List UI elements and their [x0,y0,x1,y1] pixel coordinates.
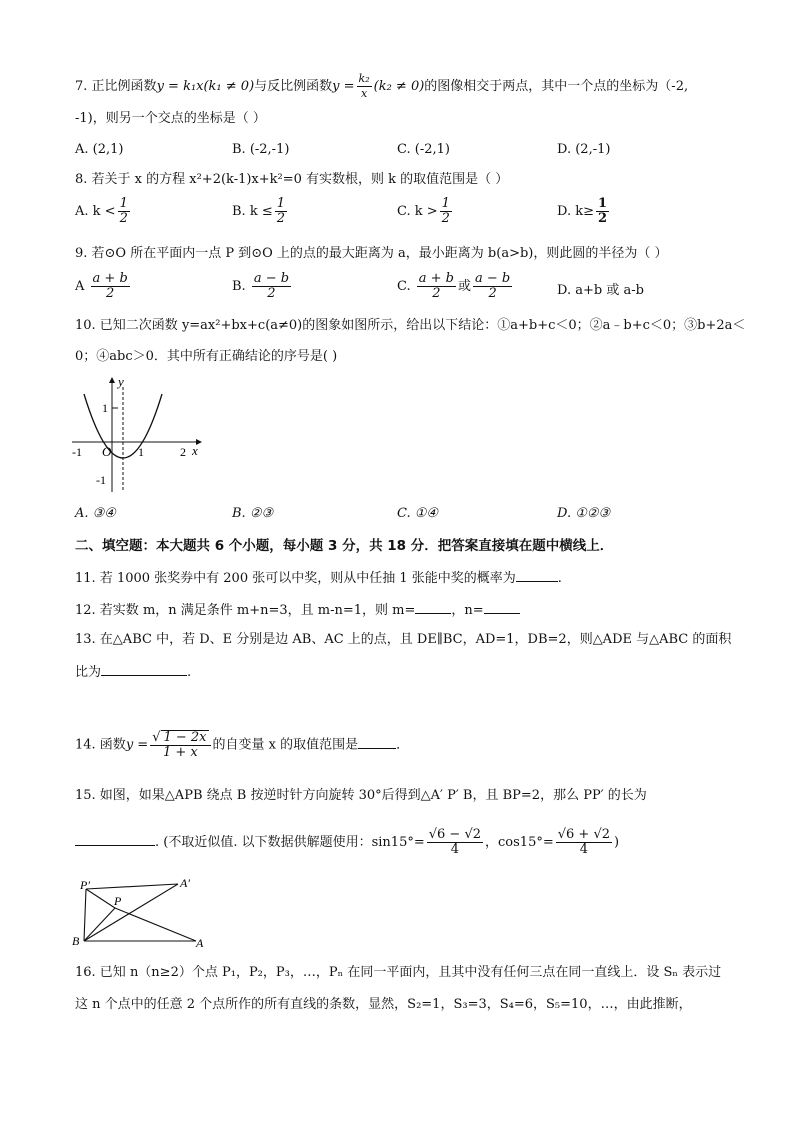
q15-line2: . (不取近似值. 以下数据供解题使用：sin15°= $\frac{√6 - √2}{4}$ ，cos15°= $\frac{√6 + √2}{4}$ ) [75,828,619,857]
q10-parabola-graph [66,372,211,497]
q10-option-a: A. ③④ [75,506,116,521]
q9-option-c: C. $\frac{a + b}{2}$ 或 $\frac{a - b}{2}$ [397,271,511,301]
q10-tick-y-1: 1 [102,401,108,415]
q16-line1: 16. 已知 n（n≥2）个点 P₁，P₂，P₃，…，Pₙ 在同一平面内，且其中没有任何三点在同一直线上．设 Sₙ 表示过 [75,965,722,980]
q10-line2: 0；④abc＞0．其中所有正确结论的序号是( ) [75,349,338,364]
q11-answer-blank[interactable] [516,568,558,582]
q7-eq2-post: (k₂ ≠ 0) [373,79,425,94]
q10-tick-x-neg1: -1 [72,445,82,459]
q7-option-a: A. (2,1) [75,142,124,157]
q14-fraction: $\frac{√ 1 - 2x}{1 + x}$ [150,730,210,760]
q10-line1: 10. 已知二次函数 y=ax²+bx+c(a≠0)的图象如图所示，给出以下结论：①a+b+c＜0；②a﹣b+c＜0；③b+2a＜ [75,318,746,333]
q15-label-b: B [72,934,80,948]
section-2-heading: 二、填空题：本大题共 6 个小题，每小题 3 分，共 18 分．把答案直接填在题中横线上． [75,538,614,554]
q9-option-b: B. $\frac{a - b}{2}$ [232,271,290,301]
q7-option-b: B. (-2,-1) [232,142,290,157]
q10-option-b: B. ②③ [232,506,274,521]
q7-line2: -1)，则另一个交点的坐标是（ ） [75,111,266,126]
q13-answer-blank[interactable] [101,662,187,676]
q15-label-p: P [114,894,122,908]
q7-text-c: 的图像相交于两点，其中一个点的坐标为（-2, [424,79,689,94]
q7-option-d: D. (2,-1) [557,142,611,157]
q7-eq2-pre: y = [332,79,355,94]
q15-line1: 15. 如图，如果△APB 绕点 B 按逆时针方向旋转 30°后得到△A′ P′ B，且 BP=2，那么 PP′ 的长为 [75,788,647,803]
q7-eq2-frac: $\frac{\text{k₂}}{x}$ [358,72,370,100]
q7-text-a: 正比例函数 [91,79,157,94]
q10-x-label: x [192,443,198,458]
q8-option-b: B. k ≤ $\frac{1}{2}$ [232,196,286,226]
q7-line1 [75,72,688,101]
q15-rotation-figure [68,875,213,950]
q9-option-a: A $\frac{a + b}{2}$ [75,271,128,301]
q15-label-p-prime: P′ [80,878,90,892]
q8-option-a: A. k < $\frac{1}{2}$ [75,196,128,226]
q10-origin-label: O [102,444,112,459]
q16-line2: 这 n 个点中的任意 2 个点所作的所有直线的条数，显然，S₂=1，S₃=3，S₄=6，S₅=10，…，由此推断， [75,997,692,1012]
q7-eq1: y = k₁x(k₁ ≠ 0) [156,79,255,94]
q10-option-d: D. ①②③ [557,506,611,521]
q9-text: 9. 若⊙O 所在平面内一点 P 到⊙O 上的点的最大距离为 a，最小距离为 b(a>b)，则此圆的半径为（ ） [75,246,668,261]
q12-m-blank[interactable] [415,600,451,614]
q8-text: 8. 若关于 x 的方程 x²+2(k-1)x+k²=0 有实数根，则 k 的取值范围是（ ） [75,172,509,187]
q10-option-c: C. ①④ [397,506,439,521]
q9-option-d: D. a+b 或 a-b [557,283,644,298]
q7-option-c: C. (-2,1) [397,142,450,157]
q7-text-b: 与反比例函数 [254,79,333,94]
q8-option-d: D. k≥ $\frac{1}{2}$ [557,196,608,226]
q15-answer-blank[interactable] [75,832,155,846]
q10-y-label: y [118,374,124,389]
q10-tick-x-1: 1 [138,445,144,459]
q10-tick-x-2: 2 [180,445,186,459]
q15-label-a: A [196,936,204,950]
q8-option-c: C. k > $\frac{1}{2}$ [397,196,450,226]
q14-line: 14. 函数y = $\frac{√ 1 - 2x}{1 + x}$ 的自变量 x 的取值范围是 ． [75,730,410,760]
q12-line: 12. 若实数 m，n 满足条件 m+n=3，且 m-n=1，则 m= ，n= [75,600,520,620]
q11-line: 11. 若 1000 张奖券中有 200 张可以中奖，则从中任抽 1 张能中奖的概率为 . [75,568,562,588]
q13-line1: 13. 在△ABC 中，若 D、E 分别是边 AB、AC 上的点，且 DE∥BC，AD=1，DB=2，则△ADE 与△ABC 的面积 [75,632,732,647]
q12-n-blank[interactable] [484,600,520,614]
q15-label-a-prime: A′ [180,876,190,890]
q13-line2: 比为 . [75,662,191,682]
q14-answer-blank[interactable] [358,735,396,749]
q7-number: 7. [75,79,88,94]
q10-tick-y-neg1: -1 [96,473,106,487]
